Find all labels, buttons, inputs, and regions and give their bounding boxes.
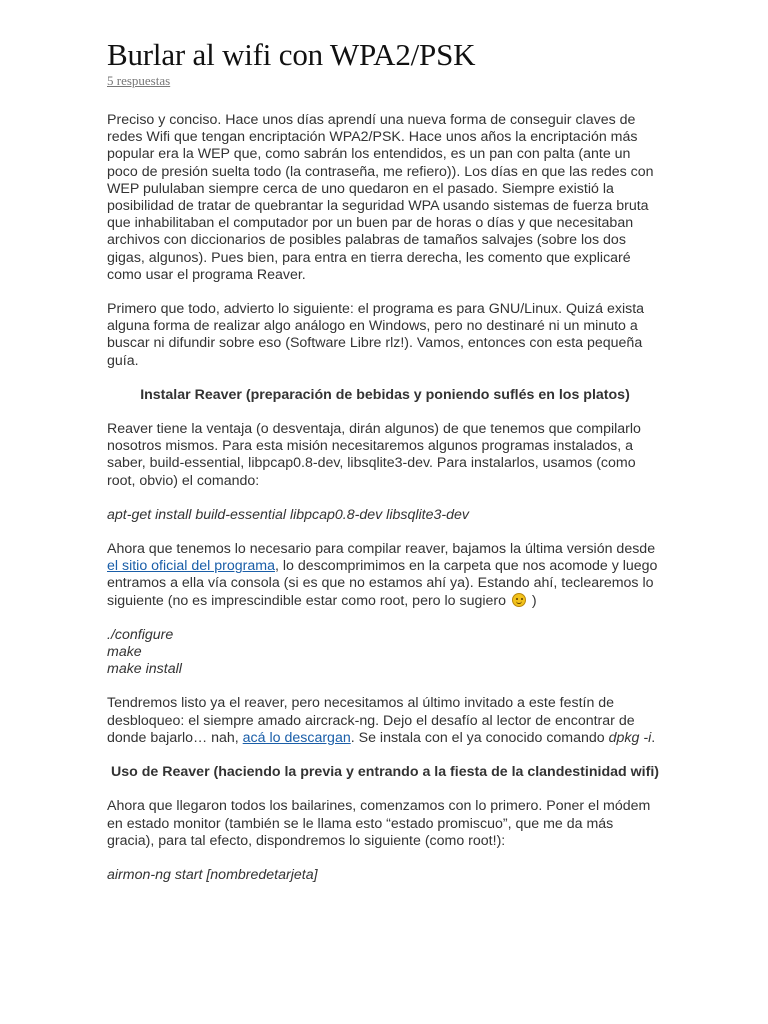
command-apt-get: apt-get install build-essential libpcap0.8-dev libsqlite3-dev (107, 506, 469, 523)
post-title: Burlar al wifi con WPA2/PSK (107, 37, 476, 72)
paragraph-aircrack (107, 695, 663, 747)
paragraph-download-text-b: , lo descomprimimos en la carpeta que nos acomode y luego entramos a ella vía consola (si es que no estamos ahí ya). Estando ahí, teclearemos lo siguiente (no es imprescindible estar como root, pero lo sugiero (107, 558, 658, 609)
paragraph-aircrack-text-a: Tendremos listo ya el reaver, pero necesitamos al último invitado a este festín de desbloqueo: el siempre amado aircrack-ng. Dejo el desafío al lector de encontrar de donde bajarlo… nah, (107, 695, 635, 746)
paragraph-compile: Reaver tiene la ventaja (o desventaja, dirán algunos) de que tenemos que compilarlo nosotros mismos. Para esta misión necesitaremos algunos programas instalados, a saber, build-essential, libpcap0.8-dev, libsqlite3-dev. Para instalarlos, usamos (como root, obvio) el comando: (107, 421, 641, 489)
paragraph-download-text-a: Ahora que tenemos lo necesario para compilar reaver, bajamos la última versión desde (107, 541, 656, 558)
inline-command-dpkg: dpkg -i (608, 729, 652, 746)
section-heading-install: Instalar Reaver (preparación de bebidas y poniendo suflés en los platos) (140, 386, 630, 403)
article (107, 38, 663, 884)
section-heading-usage: Uso de Reaver (haciendo la previa y entrando a la fiesta de la clandestinidad wifi) (111, 764, 659, 781)
command-build-steps (107, 627, 663, 679)
paragraph-warning: Primero que todo, advierto lo siguiente: el programa es para GNU/Linux. Quizá exista alguna forma de realizar algo análogo en Windows, pero no destinaré ni un minuto a buscar ni difundir sobre eso (Software Libre rlz!). Vamos, entonces con esta pequeña guía. (107, 301, 645, 369)
replies-link[interactable]: 5 respuestas (107, 73, 171, 88)
paragraph-download (107, 541, 663, 610)
official-site-link[interactable]: el sitio oficial del programa (107, 558, 275, 575)
paragraph-aircrack-text-b: . Se instala con el ya conocido comando (350, 729, 609, 746)
paragraph-intro: Preciso y conciso. Hace unos días aprendí una nueva forma de conseguir claves de redes Wifi que tengan encriptación WPA2/PSK. Hace unos años la encriptación más popular era la WEP que, como sabrán los entendidos, es un pan con palta (ante un poco de presión suelta todo (la contraseña, me refiero)). Los días en que las redes con WEP pululaban siempre cerca de uno quedaron en el pasado. Siempre existió la posibilidad de tratar de quebrantar la seguridad WPA usando sistemas de fuerza bruta que inhabilitaban el computador por un buen par de horas o días y que necesitaban archivos con diccionarios de posibles palabras de tamaños salvajes (sobre los dos gigas, algunos). Pues bien, para entra en tierra derecha, les comento que explicaré como usar el programa Reaver. (107, 112, 654, 283)
command-configure: ./configure (107, 626, 174, 643)
paragraph-aircrack-text-c: . (651, 729, 656, 746)
command-airmon: airmon-ng start [nombredetarjeta] (107, 866, 318, 883)
paragraph-download-text-c: ) (527, 592, 537, 609)
command-make-install: make install (107, 661, 182, 678)
wink-smiley-icon (512, 593, 526, 607)
command-make: make (107, 644, 142, 661)
paragraph-monitor-mode: Ahora que llegaron todos los bailarines, comenzamos con lo primero. Poner el módem en estado monitor (también se le llama esto “estado promiscuo”, que me da más gracia), para tal efecto, dispondremos lo siguiente (como root!): (107, 798, 651, 849)
download-aircrack-link[interactable]: acá lo descargan (242, 729, 351, 746)
